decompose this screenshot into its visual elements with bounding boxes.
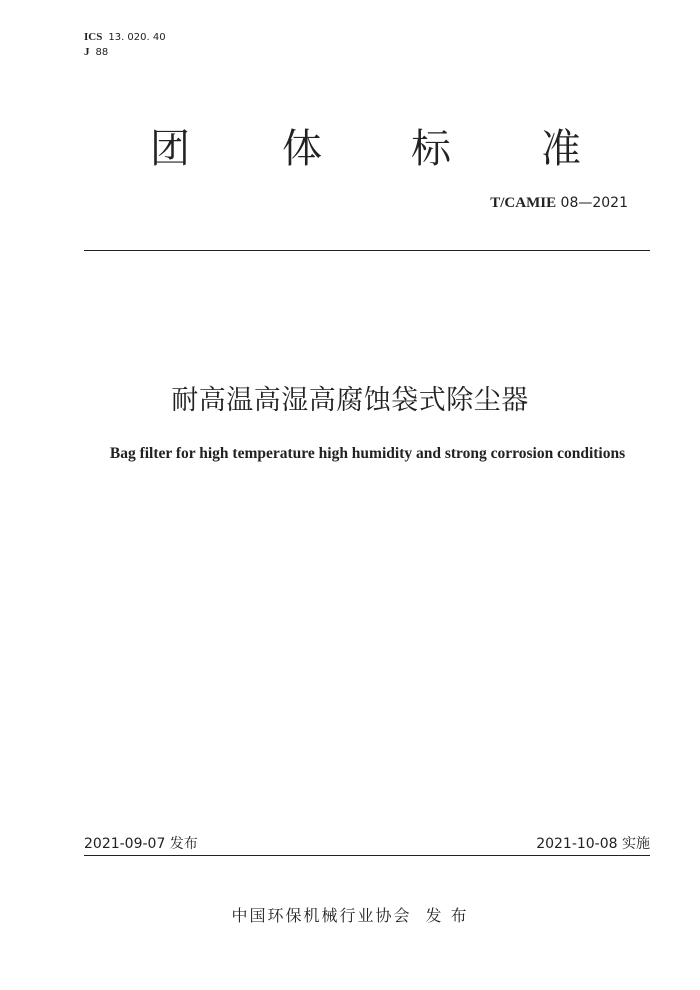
standard-code — [490, 195, 628, 212]
document-title-cn: 耐高温高湿高腐蚀袋式除尘器 — [171, 385, 529, 416]
publisher-org: 中国环保机械行业协会 — [231, 906, 412, 925]
publisher-action: 发 布 — [425, 906, 469, 925]
document-title-en: Bag filter for high temperature high humidity and strong corrosion conditions — [109, 445, 626, 462]
standard-code-prefix: T/CAMIE — [490, 195, 557, 211]
title-char-3: 标 — [411, 126, 451, 172]
ccs-classification — [84, 46, 108, 59]
publisher-line — [0, 906, 700, 926]
implementation-date: 2021-10-08 实施 — [536, 836, 650, 852]
ccs-label: J — [84, 46, 90, 58]
standard-code-number: 08—2021 — [560, 195, 628, 211]
ics-classification — [84, 31, 166, 44]
publish-date: 2021-09-07 发布 — [84, 836, 198, 852]
footer-divider — [84, 855, 650, 856]
ics-label: ICS — [84, 31, 103, 43]
title-char-4: 准 — [541, 126, 581, 172]
ics-value: 13. 020. 40 — [108, 32, 166, 43]
title-char-2: 体 — [282, 126, 322, 172]
title-char-1: 团 — [150, 126, 190, 172]
standard-type-title — [0, 124, 700, 174]
ccs-value: 88 — [95, 47, 109, 58]
header-divider — [84, 250, 650, 251]
